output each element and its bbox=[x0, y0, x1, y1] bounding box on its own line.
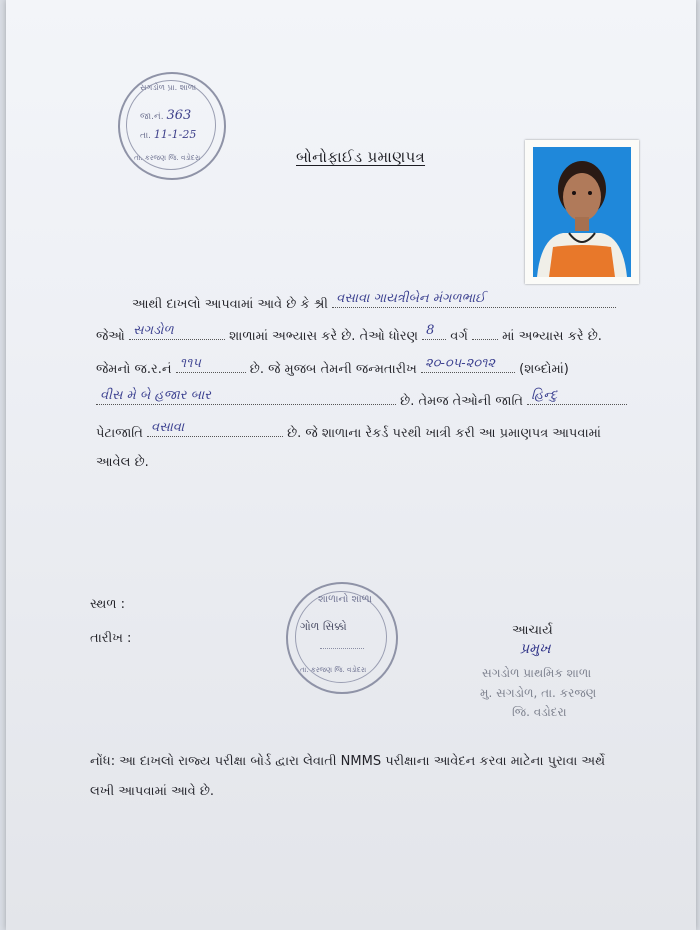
class-field bbox=[472, 325, 498, 340]
principal-seal-line-1: સગડોળ પ્રાથમિક શાળા bbox=[482, 666, 592, 680]
l2-prefix: જેઓ bbox=[96, 329, 125, 344]
page-title: બોનોફાઈડ પ્રમાણપત્ર bbox=[296, 148, 426, 166]
center-stamp-mid-text: ગોળ સિક્કો bbox=[300, 620, 347, 633]
body-line-2 bbox=[96, 325, 602, 344]
l1-prefix: આથી દાખલો આપવામાં આવે છે કે શ્રી bbox=[132, 297, 329, 312]
standard-field bbox=[422, 325, 446, 340]
l4-mid: છે. તેમજ તેઓની જાતિ bbox=[400, 394, 523, 409]
l2-mid: શાળામાં અભ્યાસ કરે છે. તેઓ ધોરણ bbox=[229, 329, 418, 344]
student-name: વસાવા ગાયત્રીબેન મંગળભાઈ bbox=[336, 291, 486, 306]
l5-suffix: છે. જે શાળાના રેકર્ડ પરથી ખાત્રી કરી આ પ્રમાણપત્ર આપવામાં bbox=[287, 426, 601, 441]
body-line-1 bbox=[132, 293, 616, 312]
student-photo bbox=[525, 140, 639, 284]
gr-number: ૧૧૫ bbox=[179, 356, 201, 371]
stamp-date-value: 11-1-25 bbox=[153, 128, 197, 141]
stamp-bottom-text: તા. કરજણ જિ. વડોદરા bbox=[134, 154, 201, 162]
body-line-5 bbox=[96, 422, 601, 441]
center-stamp-bottom-text: તા. કરજણ જિ. વડોદરા bbox=[300, 666, 367, 674]
stamp-number-row bbox=[140, 108, 191, 123]
caste-field bbox=[527, 390, 627, 405]
birth-date-words-field bbox=[96, 390, 396, 405]
place-label: સ્થળ : bbox=[90, 597, 126, 612]
school-round-stamp bbox=[286, 582, 398, 694]
principal-title: આચાર્ય bbox=[512, 623, 553, 638]
caste-value: હિન્દુ bbox=[531, 388, 558, 403]
center-stamp-line bbox=[320, 648, 364, 649]
stamp-no-label: જા.નં. bbox=[140, 112, 164, 122]
gr-number-field bbox=[176, 358, 246, 373]
stamp-date-label: તા. bbox=[140, 131, 152, 141]
l2-suffix: માં અભ્યાસ કરે છે. bbox=[502, 329, 602, 344]
subcaste-value: વસાવા bbox=[150, 420, 185, 435]
student-portrait-image bbox=[533, 147, 631, 277]
stamp-no-value: 363 bbox=[166, 108, 192, 123]
birth-date-words: વીસ મે બે હજાર બાર bbox=[100, 388, 211, 403]
principal-seal-line-3: જિ. વડોદરા bbox=[512, 705, 567, 719]
footer-note: નોંધ: આ દાખલો રાજ્ય પરીક્ષા બોર્ડ દ્વારા લેવાતી NMMS પરીક્ષાના આવેદન કરવા માટેના પુરાવા અર્થે લખી આપવામાં આવે છે. bbox=[90, 754, 606, 799]
body-line-4 bbox=[96, 390, 627, 409]
l2-class: વર્ગ bbox=[450, 329, 468, 344]
l3-mid: છે. જે મુજબ તેમની જન્મતારીખ bbox=[249, 362, 417, 377]
l3-suffix: (શબ્દોમાં) bbox=[519, 362, 569, 377]
school-name: સગડોળ bbox=[132, 323, 174, 338]
center-stamp-top-text: શાળાનો શાળા bbox=[318, 594, 372, 605]
l5-prefix: પેટાજાતિ bbox=[96, 426, 143, 441]
school-name-field bbox=[129, 325, 225, 340]
birth-date-field bbox=[421, 358, 515, 373]
principal-seal-line-2: મુ. સગડોળ, તા. કરજણ bbox=[480, 686, 597, 700]
date-label: તારીખ : bbox=[90, 631, 132, 646]
subcaste-field bbox=[147, 422, 283, 437]
principal-signature: પ્રમુખ bbox=[520, 641, 551, 657]
body-line-6: આવેલ છે. bbox=[96, 455, 149, 470]
body-line-3 bbox=[96, 358, 569, 377]
standard-value: 8 bbox=[426, 323, 435, 338]
stamp-date-row bbox=[140, 128, 196, 141]
l3-prefix: જેમનો જ.ર.નં bbox=[96, 362, 172, 377]
stamp-top-text: સગડોળ પ્રા. શાળા bbox=[140, 83, 197, 92]
reference-stamp bbox=[118, 72, 226, 180]
birth-date: ૨૦-૦૫-૨૦૧૨ bbox=[424, 356, 496, 371]
student-name-field bbox=[332, 293, 616, 308]
